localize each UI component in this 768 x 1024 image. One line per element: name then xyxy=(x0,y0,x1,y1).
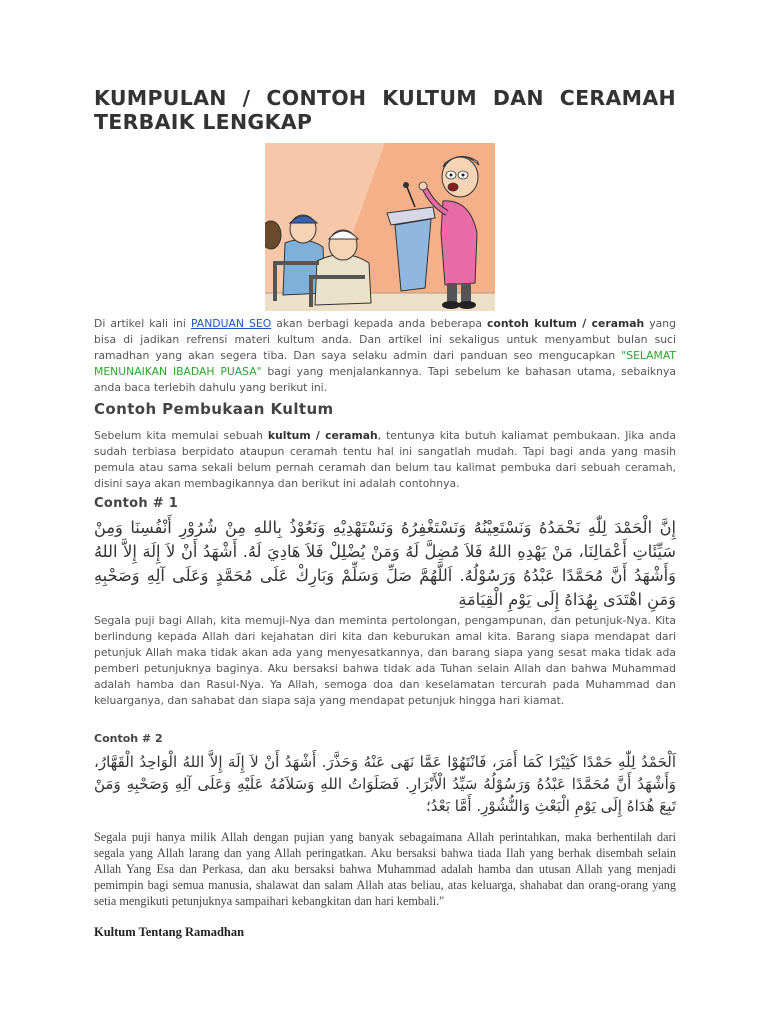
article-title: KUMPULAN / CONTOH KULTUM DAN CERAMAH TERBAIK LENGKAP xyxy=(94,86,676,134)
opening-paragraph xyxy=(94,428,676,492)
example-1-translation: Segala puji bagi Allah, kita memuji-Nya dan meminta pertolongan, pengampunan, dan petunjuk-Nya. Kita berlindung kepada Allah dari kejahatan diri kita dan keburukan amal kita. Barang siapa mendapat dari petunjuk Allah maka tidak akan ada yang menyesatkannya, dan barang siapa yang sesat maka tidak ada pemberi petunjuknya baginya. Aku bersaksi bahwa tidak ada Tuhan selain Allah dan bahwa Muhammad adalah hamba dan Rasul-Nya. Ya Allah, semoga doa dan keselamatan tercurah pada Muhammad dan keluarganya, dan sahabat dan siapa saja yang mendapat petunjuk hingga hari kiamat. xyxy=(94,614,676,707)
example-2-heading: Contoh # 2 xyxy=(94,732,163,745)
example-1-arabic: إِنَّ الْحَمْدَ لِلّٰهِ نَحْمَدُهُ وَنَسْتَعِيْنُهُ وَنَسْتَغْفِرُهُ وَنَسْتَهْدِيْهِ وَنَعُوْذُ بِاللهِ مِنْ شُرُوْرِ أَنْفُسِنَا وَمِنْ سَيِّئَاتِ أَعْمَالِنَا، مَنْ يَهْدِهِ اللهُ فَلاَ مُضِلَّ لَهُ وَمَنْ يُضْلِلْ فَلاَ هَادِيَ لَهُ. أَشْهَدُ أَنْ لاَ إِلَهَ إِلاَّ اللهُ وَأَشْهَدُ أَنَّ مُحَمَّدًا عَبْدُهُ وَرَسُوْلُهُ. اَللَّهُمَّ صَلِّ وَسَلِّمْ وَبَارِكْ عَلَى مُحَمَّدٍ وَعَلَى آلِهِ وَصَحْبِهِ وَمَنِ اهْتَدَى بِهُدَاهُ إِلَى يَوْمِ الْقِيَامَةِ xyxy=(94,518,676,609)
next-section-heading: Kultum Tentang Ramadhan xyxy=(94,925,245,939)
section-heading: Contoh Pembukaan Kultum xyxy=(94,400,334,418)
intro-bold-kultum: contoh kultum / ceramah xyxy=(487,317,645,330)
opening-text-1: Sebelum kita memulai sebuah xyxy=(94,429,268,442)
intro-text-1: Di artikel kali ini xyxy=(94,317,191,330)
intro-text-3: yang bisa di jadikan refrensi materi kultum anda. Dan artikel ini sekaligus untuk menyambut bulan suci ramadhan yang akan segera tiba. Dan saya selaku admin dari panduan seo mengucapkan xyxy=(94,317,676,362)
opening-text-2: , tentunya kita butuh kaliamat pembukaan. Jika anda sudah terbiasa berpidato ataupun ceramah tentu hal ini sangatlah mudah. Tapi bagi anda yang masih pemula atau sama sekali belum pernah ceramah dan belum tau kalimat pembuka dari sebuah ceramah, disini saya akan membagikannya dan berikut ini adalah contohnya. xyxy=(94,429,676,490)
intro-text-4: bagi yang menjalankannya. Tapi sebelum ke bahasan utama, sebaiknya anda baca terlebih dahulu yang berikut ini. xyxy=(94,365,676,394)
example-1-heading: Contoh # 1 xyxy=(94,496,179,511)
intro-text-2: akan berbagi kepada anda beberapa xyxy=(271,317,488,330)
greeting-quote: "SELAMAT MENUNAIKAN IBADAH PUASA" xyxy=(94,349,676,378)
example-2-arabic: اَلْحَمْدُ لِلّٰهِ حَمْدًا كَثِيْرًا كَمَا أَمَرَ، فَانْتَهُوْا عَمَّا نَهَى عَنْهُ وَحَذَّرَ. أَشْهَدُ أَنْ لاَ إِلَهَ إِلاَّ اللهُ الْوَاحِدُ الْقَهَّارُ، وَأَشْهَدُ أَنَّ مُحَمَّدًا عَبْدُهُ وَرَسُوْلُهُ سَيِّدُ الْأَبْرَارِ. فَصَلَوَاتُ اللهِ وَسَلاَمُهُ عَلَيْهِ وَعَلَى آلِهِ وَصَحْبِهِ وَمَنْ تَبِعَ هُدَاهُ إِلَى يَوْمِ الْبَعْثِ وَالنُّشُوْرِ. أَمَّا بَعْدُ؛ xyxy=(94,753,676,815)
intro-paragraph xyxy=(94,316,676,396)
opening-bold-kultum: kultum / ceramah xyxy=(267,429,378,442)
preacher-illustration xyxy=(265,143,495,311)
panduan-seo-link[interactable]: PANDUAN SEO xyxy=(190,317,272,330)
example-2-translation: Segala puji hanya milik Allah dengan pujian yang banyak sebagaimana Allah perintahkan, maka berhentilah dari segala yang Allah larang dan yang Allah peringatkan. Aku bersaksi bahwa tiada Ilah yang berhak disembah selain Allah Yang Esa dan Perkasa, dan aku bersaksi bahwa Muhammad adalah hamba dan utusan Allah yang menjadi pemimpin bagi semua manusia, shalawat dan salam Allah atas beliau, atas keluarga, shahabat dan orang-orang yang setia mengikuti petunjuknya sampaihari kebangkitan dan hari kembali." xyxy=(94,830,676,908)
